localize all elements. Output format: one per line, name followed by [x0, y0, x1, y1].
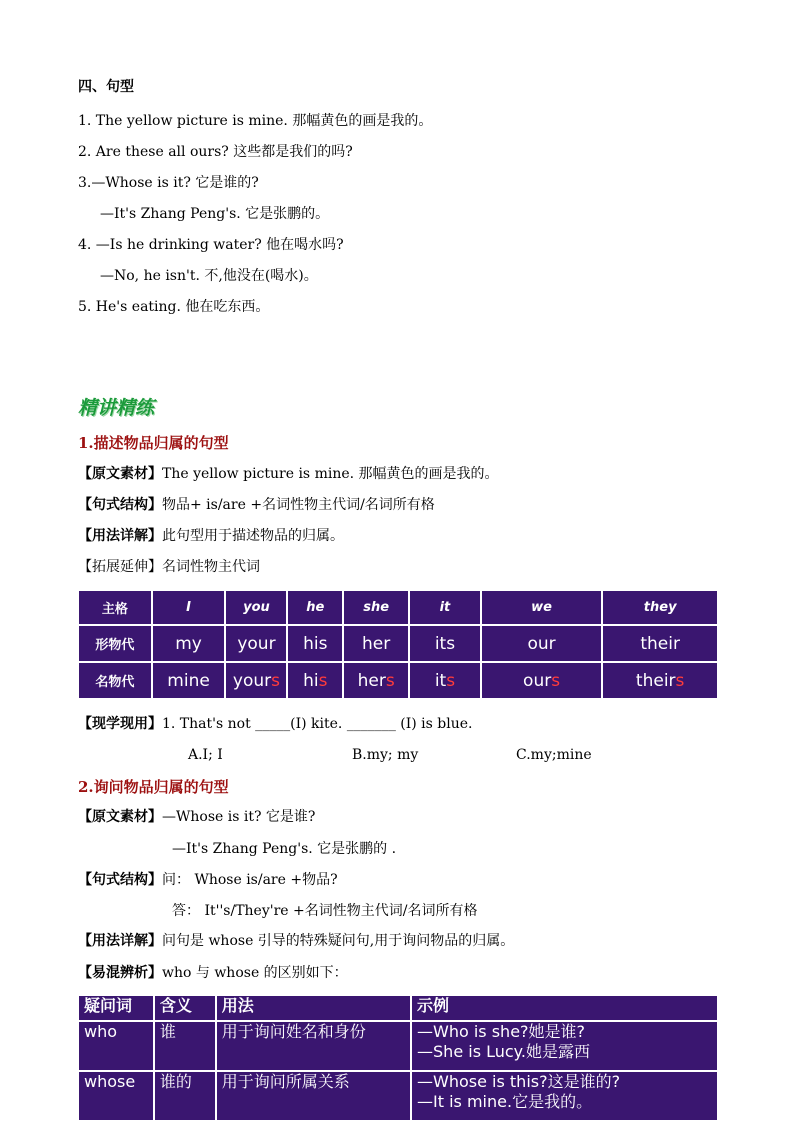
header-cell: it [409, 590, 481, 625]
point2-yongfa [78, 932, 514, 950]
table-row [78, 625, 718, 662]
point1-tuozhan-text: 名词性物主代词 [162, 559, 260, 575]
point2-yihun-text: who 与 whose 的区别如下： [162, 965, 348, 981]
point1-title: 1.描述物品归属的句型 [78, 434, 229, 452]
point1-yongfa [78, 527, 344, 545]
point1-tuozhan [78, 558, 260, 576]
point2-yuanwen [78, 808, 315, 826]
row-label: 形物代 [78, 625, 152, 662]
point2-jiegou [78, 871, 338, 889]
jingjiang-heading: 精讲精练 [78, 397, 155, 419]
header-cell: they [602, 590, 718, 625]
example-line: —Whose is this?这是谁的? [417, 1072, 621, 1091]
sentence-2: 2. Are these all ours? 这些都是我们的吗? [78, 144, 353, 160]
pronoun-base: mine [167, 670, 210, 691]
option-a: A.I; I [188, 747, 223, 763]
point1-jiegou-text: 物品+ is/are +名词性物主代词/名词所有格 [162, 497, 435, 513]
pronoun-base: your [232, 670, 272, 691]
pronoun-base: our [523, 670, 552, 691]
pronoun-base: their [635, 670, 676, 691]
tag-label: 【原文素材】 [78, 809, 162, 825]
point2-yuanwen-text: —Whose is it? 它是谁? [162, 809, 316, 825]
tag-label: 【用法详解】 [78, 933, 162, 949]
example-line: —Who is she?她是谁? [417, 1022, 586, 1041]
sentence-4-answer: —No, he isn't. 不,他没在(喝水)。 [100, 268, 318, 284]
table-cell [481, 662, 603, 699]
who-whose-table [77, 994, 719, 1122]
table-cell: 谁的 [154, 1071, 216, 1121]
header-cell: 含义 [154, 995, 216, 1021]
header-cell: he [287, 590, 343, 625]
pronoun-base: hi [303, 670, 319, 691]
point1-xianxue [78, 715, 472, 733]
table-cell: 用于询问姓名和身份 [216, 1021, 411, 1071]
pronoun-table-header [78, 590, 718, 625]
pronoun-suffix: s [385, 670, 395, 691]
point2-title: 2.询问物品归属的句型 [78, 778, 229, 796]
exercise-question: 1. That's not _____(I) kite. _______ (I) is blue. [162, 716, 473, 732]
table-cell [343, 662, 409, 699]
point2-yuanwen-answer: —It's Zhang Peng's. 它是张鹏的 . [172, 841, 397, 857]
point1-yuanwen-text: The yellow picture is mine. 那幅黄色的画是我的。 [162, 466, 499, 482]
pronoun-suffix: s [318, 670, 328, 691]
pronoun-suffix: s [675, 670, 685, 691]
table-row [78, 1021, 718, 1071]
header-cell: we [481, 590, 603, 625]
sentence-1: 1. The yellow picture is mine. 那幅黄色的画是我的。 [78, 113, 433, 129]
point2-yihun [78, 964, 348, 982]
table-cell [152, 662, 226, 699]
pronoun-suffix: s [446, 670, 456, 691]
table-cell: whose [78, 1071, 154, 1121]
table-cell: 用于询问所属关系 [216, 1071, 411, 1121]
pronoun-base: it [434, 670, 447, 691]
table-cell: her [343, 625, 409, 662]
example-line: —It is mine.它是我的。 [417, 1092, 593, 1111]
tag-label: 【现学现用】 [78, 716, 162, 732]
sentence-3-answer: —It's Zhang Peng's. 它是张鹏的。 [100, 206, 330, 222]
table-cell [411, 1071, 718, 1121]
header-cell: 疑问词 [78, 995, 154, 1021]
header-cell: you [225, 590, 287, 625]
table-cell: his [287, 625, 343, 662]
example-line: —She is Lucy.她是露西 [417, 1042, 590, 1061]
tag-label: 【原文素材】 [78, 466, 162, 482]
table-cell [225, 662, 287, 699]
table-cell [287, 662, 343, 699]
table-cell [409, 662, 481, 699]
table-row [78, 1071, 718, 1121]
row-label: 名物代 [78, 662, 152, 699]
point1-jiegou [78, 496, 435, 514]
sentence-5: 5. He's eating. 他在吃东西。 [78, 299, 270, 315]
pronoun-suffix: s [551, 670, 561, 691]
option-c: C.my;mine [516, 747, 592, 763]
point2-jiegou-answer: 答： It''s/They're +名词性物主代词/名词所有格 [172, 903, 478, 919]
table-cell [602, 662, 718, 699]
table-cell: their [602, 625, 718, 662]
sentence-4: 4. —Is he drinking water? 他在喝水吗? [78, 237, 344, 253]
table-cell: our [481, 625, 603, 662]
point2-jiegou-text: 问： Whose is/are +物品? [162, 872, 338, 888]
sentence-3: 3.—Whose is it? 它是谁的? [78, 175, 259, 191]
header-cell: I [152, 590, 226, 625]
table-cell: my [152, 625, 226, 662]
header-cell: 用法 [216, 995, 411, 1021]
pronoun-suffix: s [271, 670, 280, 691]
table-cell: who [78, 1021, 154, 1071]
header-cell: 主格 [78, 590, 152, 625]
header-cell: she [343, 590, 409, 625]
tag-label: 【句式结构】 [78, 872, 162, 888]
pronoun-table [77, 589, 719, 700]
point1-yuanwen [78, 465, 499, 483]
table-cell [411, 1021, 718, 1071]
table-cell: its [409, 625, 481, 662]
header-cell: 示例 [411, 995, 718, 1021]
section-title: 四、句型 [78, 79, 134, 95]
table-cell: 谁 [154, 1021, 216, 1071]
table-cell: your [225, 625, 287, 662]
table-row [78, 662, 718, 699]
tag-label: 【易混辨析】 [78, 965, 162, 981]
tag-label: 【句式结构】 [78, 497, 162, 513]
point1-yongfa-text: 此句型用于描述物品的归属。 [162, 528, 344, 544]
who-whose-header [78, 995, 718, 1021]
pronoun-base: her [357, 670, 386, 691]
option-b: B.my; my [352, 747, 419, 763]
point2-yongfa-text: 问句是 whose 引导的特殊疑问句,用于询问物品的归属。 [162, 933, 515, 949]
tag-label: 【拓展延伸】 [78, 559, 162, 575]
tag-label: 【用法详解】 [78, 528, 162, 544]
